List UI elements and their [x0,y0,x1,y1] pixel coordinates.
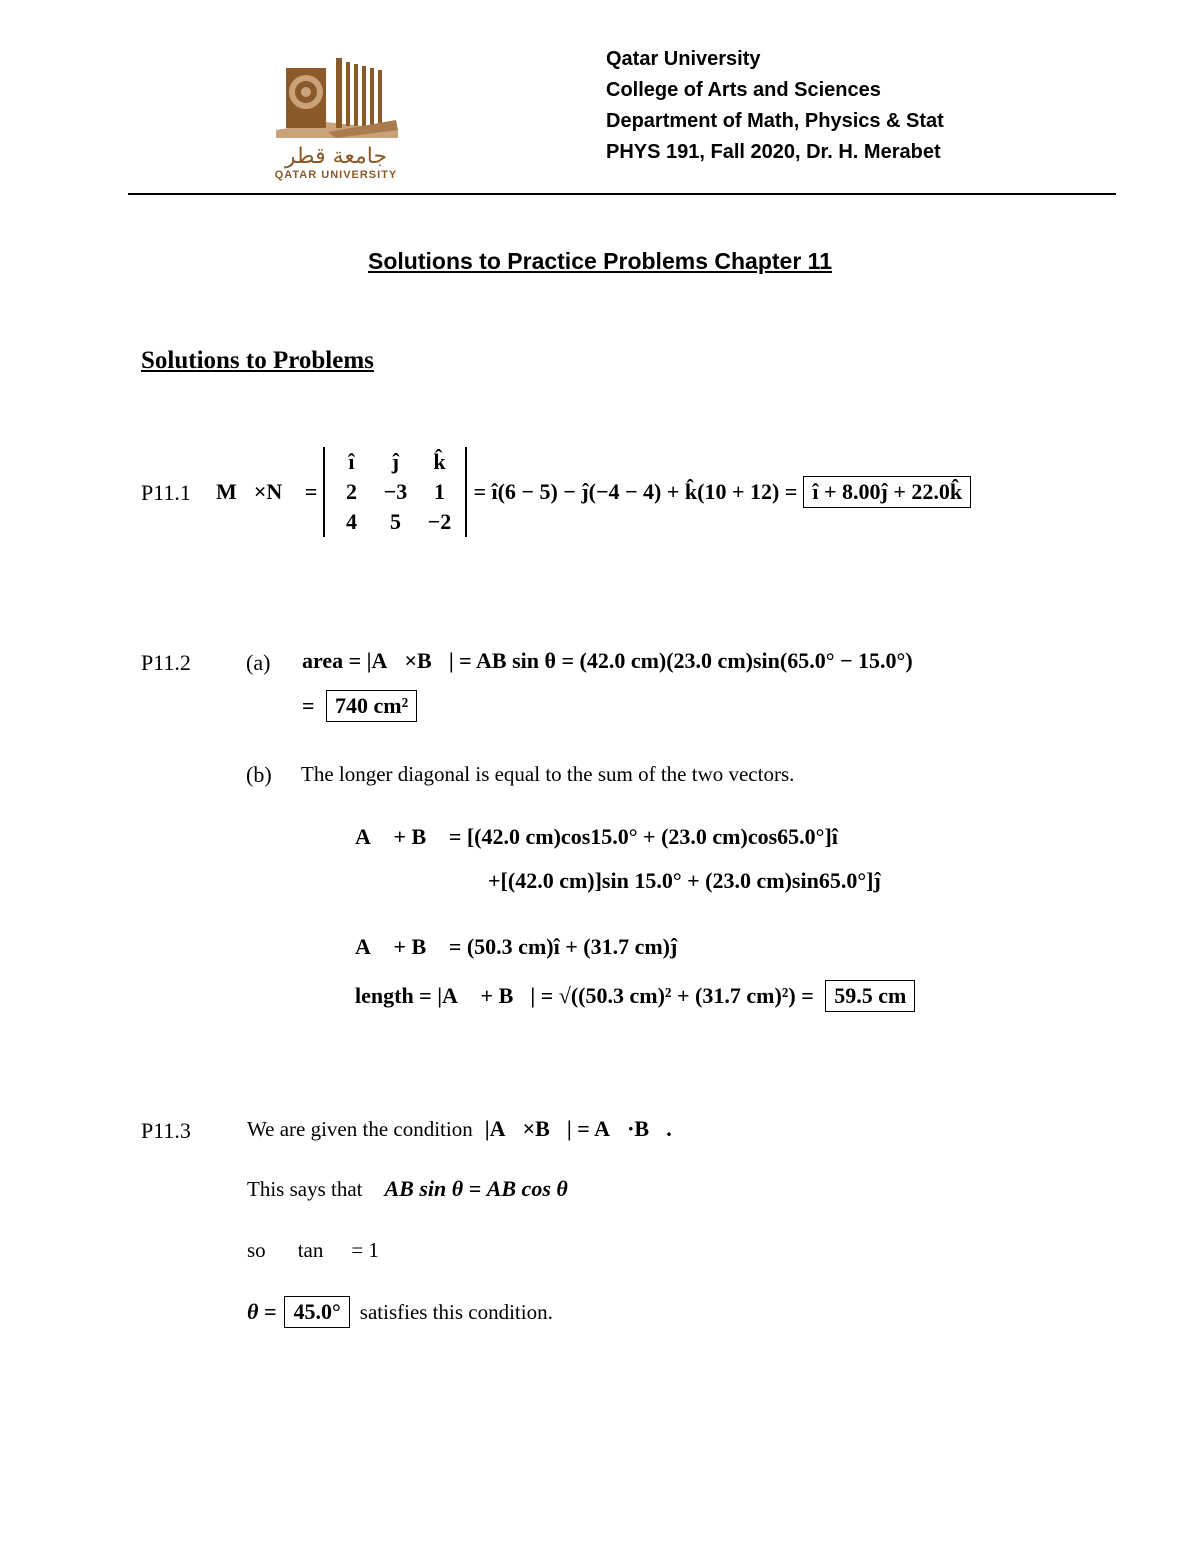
p11-1-answer-box: î + 8.00ĵ + 22.0k̂ [803,476,971,508]
tan-text: tan [297,1238,324,1262]
part-b-label: (b) [246,762,272,787]
theta-answer-box: 45.0° [284,1296,349,1328]
given-text: We are given the condition [247,1117,473,1141]
p11-1-lhs: M⃗×N⃗ = [216,479,318,504]
matrix-cell: 4 [345,509,357,534]
matrix-cell: î [348,449,355,474]
part-b-text: The longer diagonal is equal to the sum of the two vectors. [301,762,795,786]
area-answer-line [302,690,417,722]
area-equals: = [302,693,315,718]
institution-name: Qatar University [606,48,761,70]
problem-label-p11-2: P11.2 [141,650,191,675]
sum-result: A⃗ + B⃗ = (50.3 cm)î + (31.7 cm)ĵ [355,934,678,959]
p11-1-expansion: = î(6 − 5) − ĵ(−4 − 4) + k̂(10 + 12) = [473,479,798,504]
says-equation: AB sin θ = AB cos θ [384,1176,568,1201]
tan-line [247,1238,379,1263]
length-answer-box: 59.5 cm [825,980,915,1012]
says-line [247,1176,568,1202]
matrix-cell: 2 [345,479,357,504]
determinant-matrix [323,447,467,537]
part-a-label: (a) [246,650,271,675]
says-text: This says that [247,1177,363,1201]
section-heading: Solutions to Problems [141,347,374,374]
course-info: PHYS 191, Fall 2020, Dr. H. Merabet [606,141,941,163]
p11-1-equation [216,436,971,548]
area-answer-box: 740 cm² [326,690,417,722]
logo-emblem-icon [266,50,406,140]
matrix-cell: k̂ [433,449,446,474]
logo-arabic-text: جامعة قطر [284,144,388,169]
length-equation: length = |A⃗ + B⃗| = √((50.3 cm)² + (31.7 cm)²) = [355,983,814,1008]
institution-block [606,44,944,168]
page-title: Solutions to Practice Problems Chapter 11 [368,248,832,274]
university-logo [266,50,406,180]
theta-line [247,1296,553,1328]
problem-label-p11-1: P11.1 [141,480,191,505]
sum-equation-line2: +[(42.0 cm)]sin 15.0° + (23.0 cm)sin65.0°]ĵ [488,868,881,893]
sum-equation-line1: A⃗ + B⃗ = [(42.0 cm)cos15.0° + (23.0 cm)cos65.0°]î [355,824,838,849]
matrix-cell: −2 [427,509,452,534]
area-equation: area = |A⃗×B⃗| = AB sin θ = (42.0 cm)(23.0 cm)sin(65.0° − 15.0°) [302,648,913,673]
theta-prefix: θ = [247,1299,277,1324]
tan-equation: = 1 [351,1238,379,1262]
matrix-cell: ĵ [391,449,400,474]
header-divider [128,193,1116,195]
matrix-cell: 1 [433,479,445,504]
given-line [247,1116,672,1142]
department-name: Department of Math, Physics & Stat [606,110,944,132]
college-name: College of Arts and Sciences [606,79,881,101]
length-line [355,980,915,1012]
matrix-cell: −3 [383,479,408,504]
so-text: so [247,1238,266,1262]
given-equation: |A⃗×B⃗| = A⃗·B⃗. [484,1116,672,1141]
logo-english-text: QATAR UNIVERSITY [274,169,398,181]
problem-label-p11-3: P11.3 [141,1118,191,1143]
satisfies-text: satisfies this condition. [359,1300,553,1324]
matrix-cell: 5 [389,509,401,534]
